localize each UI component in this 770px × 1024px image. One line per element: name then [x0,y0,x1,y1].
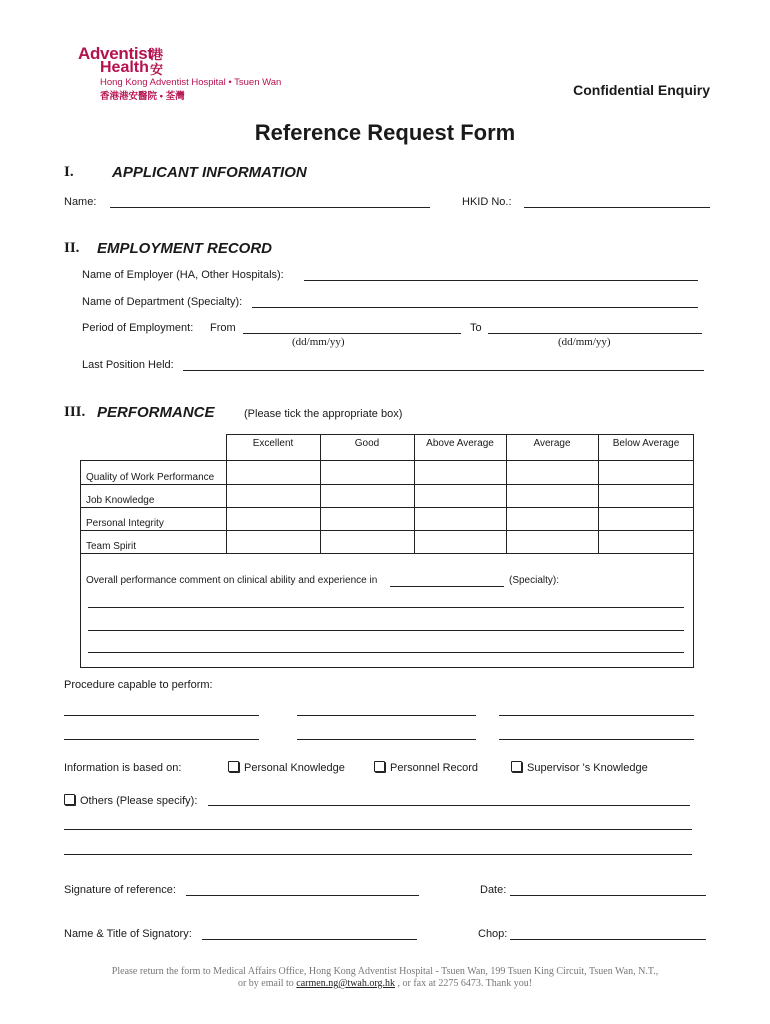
performance-table [80,434,694,668]
chop-field[interactable] [510,939,706,940]
procedure-field-1[interactable] [64,715,259,716]
section2-title: EMPLOYMENT RECORD [97,240,273,257]
col-good: Good [354,438,380,449]
logo-hospital-zh: 香港港安醫院 • 荃灣 [100,91,185,102]
option-personal-knowledge-label: Personal Knowledge [244,762,345,774]
logo-brand-line1: Adventist [78,44,153,63]
to-date-field[interactable] [488,333,702,334]
signature-field[interactable] [186,895,419,896]
checkbox-icon[interactable] [228,761,239,772]
logo-cjk-char2: 安 [150,62,164,77]
footer-email-suffix: , or fax at 2275 6473. Thank you! [397,978,533,989]
procedure-field-6[interactable] [499,739,694,740]
row-personal-integrity: Personal Integrity [86,518,164,529]
section3-title: PERFORMANCE [97,404,215,421]
date-field[interactable] [510,895,706,896]
option-personal-knowledge[interactable] [228,761,345,774]
last-position-field[interactable] [183,370,704,371]
hospital-logo [74,44,284,100]
name-field[interactable] [110,207,430,208]
name-title-label: Name & Title of Signatory: [64,928,192,940]
checkbox-icon[interactable] [511,761,522,772]
option-supervisor-knowledge-label: Supervisor 's Knowledge [527,762,648,774]
comment-line-3[interactable] [88,652,684,653]
hkid-label: HKID No.: [462,196,512,208]
col-excellent: Excellent [252,438,294,449]
hkid-field[interactable] [524,207,710,208]
basis-label: Information is based on: [64,762,182,774]
from-date-field[interactable] [243,333,461,334]
procedure-field-3[interactable] [499,715,694,716]
confidential-label: Confidential Enquiry [573,82,710,98]
others-label: Others (Please specify): [80,795,198,807]
col-below-average: Below Average [612,438,680,449]
specialty-field[interactable] [390,586,504,587]
procedure-field-5[interactable] [297,739,476,740]
option-personnel-record[interactable] [374,761,478,774]
col-above-average: Above Average [426,438,494,449]
option-others[interactable] [64,794,197,807]
option-supervisor-knowledge[interactable] [511,761,648,774]
employer-field[interactable] [304,280,698,281]
footer-line-1: Please return the form to Medical Affairs Office, Hong Kong Adventist Hospital - Tsuen Wan, 199 Tsuen King Circuit, Tsuen Wan, N.T., [111,966,659,977]
department-label: Name of Department (Specialty): [82,296,243,308]
employer-label: Name of Employer (HA, Other Hospitals): [82,269,284,281]
section1-number: I. [64,164,74,180]
procedure-label: Procedure capable to perform: [64,679,213,691]
signature-label: Signature of reference: [64,884,176,896]
logo-hospital-en: Hong Kong Adventist Hospital • Tsuen Wan [100,77,282,88]
row-team-spirit: Team Spirit [86,541,137,552]
to-date-hint: (dd/mm/yy) [558,336,611,348]
name-label: Name: [64,196,97,208]
checkbox-icon[interactable] [374,761,385,772]
section2-number: II. [64,240,80,256]
comment-line-2[interactable] [88,630,684,631]
procedure-field-4[interactable] [64,739,259,740]
logo-brand-line2: Health [100,59,149,76]
footer-email-prefix: or by email to [237,978,294,989]
section3-number: III. [64,404,86,420]
row-quality-of-work: Quality of Work Performance [86,472,215,483]
logo-cjk-char1: 港 [150,47,164,62]
tick-instruction: (Please tick the appropriate box) [244,408,403,420]
last-position-label: Last Position Held: [82,359,174,371]
from-label: From [210,322,236,334]
overall-comment-label: Overall performance comment on clinical ability and experience in [86,575,378,586]
checkbox-icon[interactable] [64,794,75,805]
footer-email-link[interactable]: carmen.ng@twah.org.hk [296,978,396,989]
form-title: Reference Request Form [254,120,516,145]
comment-line-1[interactable] [88,607,684,608]
row-job-knowledge: Job Knowledge [86,495,155,506]
col-average: Average [533,438,571,449]
procedure-field-2[interactable] [297,715,476,716]
from-date-hint: (dd/mm/yy) [292,336,345,348]
chop-label: Chop: [478,928,508,940]
option-personnel-record-label: Personnel Record [390,762,479,774]
others-line-2[interactable] [64,829,692,830]
department-field[interactable] [252,307,698,308]
specialty-label: (Specialty): [509,575,560,586]
section1-title: APPLICANT INFORMATION [112,164,307,181]
others-field[interactable] [208,805,690,806]
period-label: Period of Employment: [82,322,194,334]
date-label: Date: [480,884,507,896]
others-line-3[interactable] [64,854,692,855]
to-label: To [470,322,482,334]
footer-line-2 [0,978,770,989]
name-title-field[interactable] [202,939,417,940]
